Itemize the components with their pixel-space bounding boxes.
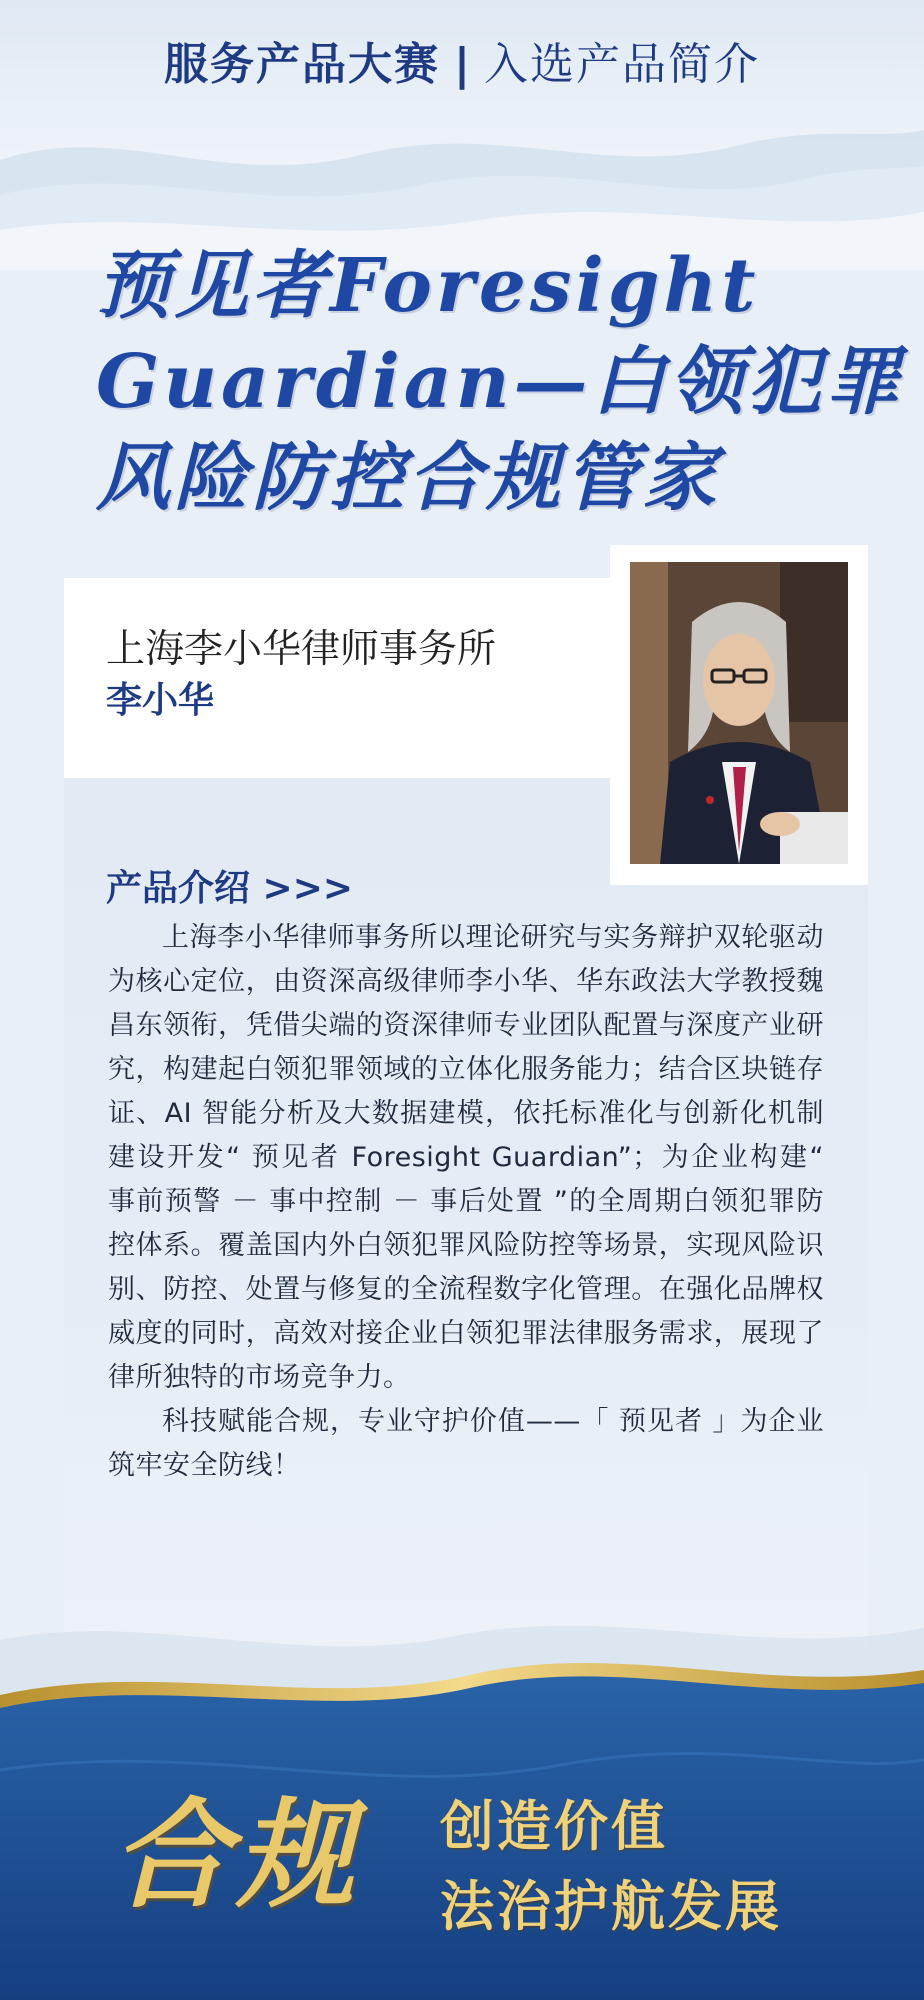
product-title: [96, 238, 904, 526]
author-photo: [630, 562, 848, 864]
section-heading: 产品介绍 >>>: [106, 868, 354, 909]
title-line-2: Guardian—白领犯罪: [96, 339, 904, 425]
description-paragraph-1: 上海李小华律师事务所以理论研究与实务辩护双轮驱动为核心定位，由资深高级律师李小华、华东政法大学教授魏昌东领衔，凭借尖端的资深律师专业团队配置与深度产业研究，构建起白领犯罪领域的立体化服务能力；结合区块链存证、AI 智能分析及大数据建模，依托标准化与创新化机制建设开发“ 预见者 Foresight Guardian”；为企业构建“ 事前预警 － 事中控制 － 事后处置 ”的全周期白领犯罪防控体系。覆盖国内外白领犯罪风险防控等场景，实现风险识别、防控、处置与修复的全流程数字化管理。在强化品牌权威度的同时，高效对接企业白领犯罪法律服务需求，展现了律所独特的市场竞争力。: [108, 922, 824, 1393]
portrait-illustration: [630, 562, 848, 864]
header-separator: |: [453, 39, 471, 90]
law-firm-name: 上海李小华律师事务所: [106, 627, 497, 672]
title-line-3: 风险防控合规管家: [96, 435, 720, 521]
slogan-line-1: 创造价值: [440, 1795, 668, 1858]
header-subtitle: 入选产品简介: [484, 39, 761, 90]
description-paragraph-2: 科技赋能合规，专业守护价值——「 预见者 」为企业筑牢安全防线！: [108, 1406, 824, 1481]
product-description: [108, 916, 824, 1488]
slogan-compliance: 合规: [112, 1785, 361, 1924]
page-header: [0, 30, 924, 100]
author-name: 李小华: [106, 680, 215, 721]
title-line-1: 预见者Foresight: [96, 243, 760, 329]
header-competition: 服务产品大赛: [163, 39, 440, 90]
slogan-line-2: 法治护航发展: [440, 1875, 782, 1938]
